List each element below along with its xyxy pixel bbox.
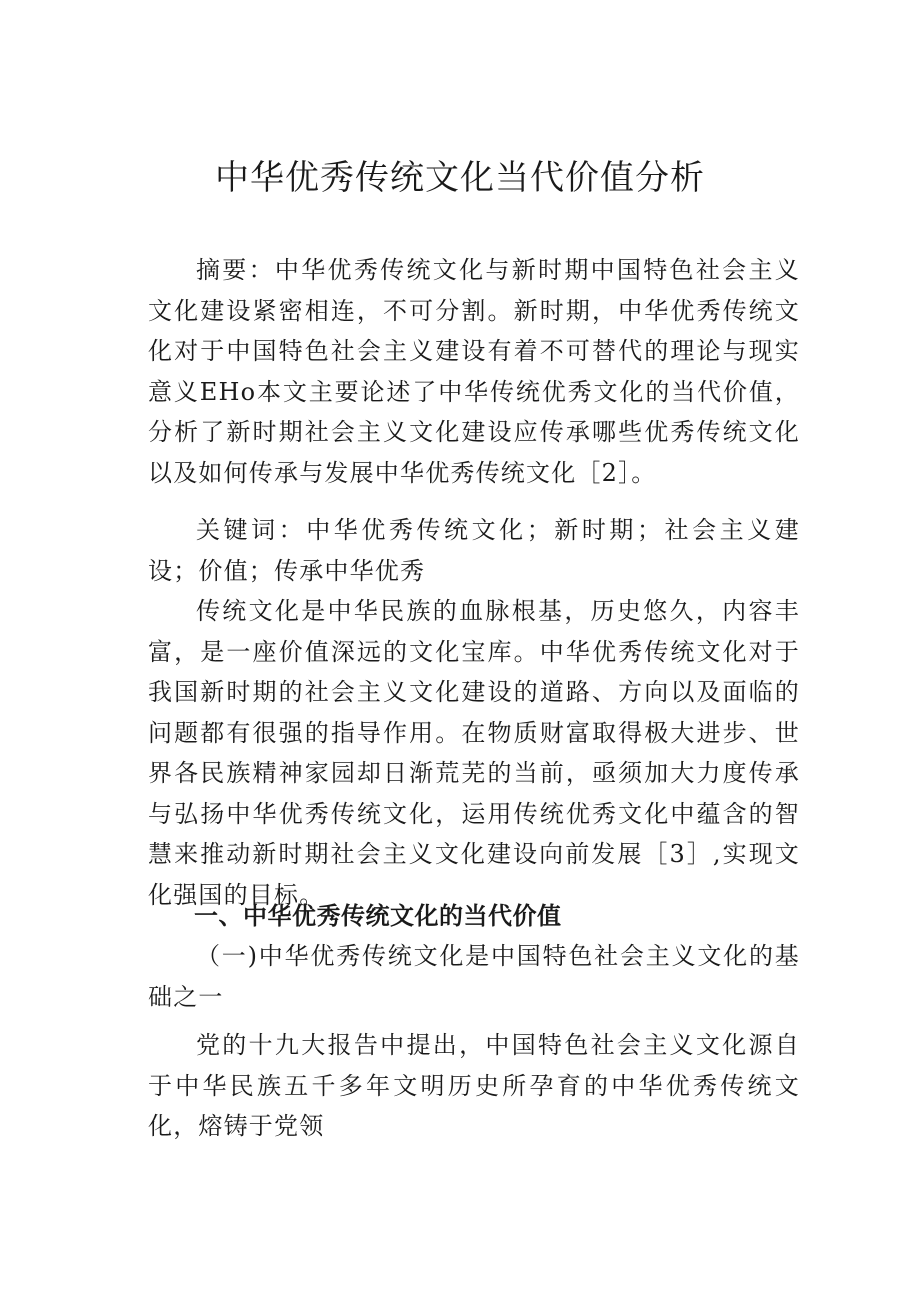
intro-paragraph: 传统文化是中华民族的血脉根基，历史悠久，内容丰富，是一座价值深远的文化宝库。中华优秀传统文化对于我国新时期的社会主义文化建设的道路、方向以及面临的问题都有很强的指导作用。在物质财富取得极大进步、世界各民族精神家园却日渐荒芜的当前，亟须加大力度传承与弘扬中华优秀传统文化，运用传统优秀文化中蕴含的智慧来推动新时期社会主义文化建设向前发展［3］,实现文化强国的目标。 — [148, 597, 800, 909]
subsection-heading: （一)中华优秀传统文化是中国特色社会主义文化的基础之一 — [148, 942, 800, 1011]
body-paragraph: 党的十九大报告中提出，中国特色社会主义文化源自于中华民族五千多年文明历史所孕育的中华优秀传统文化，熔铸于党领 — [148, 1031, 800, 1140]
abstract-paragraph: 摘要：中华优秀传统文化与新时期中国特色社会主义文化建设紧密相连，不可分割。新时期，中华优秀传统文化对于中国特色社会主义建设有着不可替代的理论与现实意义EHo本文主要论述了中华传统优秀文化的当代价值，分析了新时期社会主义文化建设应传承哪些优秀传统文化以及如何传承与发展中华优秀传统文化［2］。 — [148, 256, 800, 487]
document-title: 中华优秀传统文化当代价值分析 — [215, 158, 705, 198]
section-heading: 一、中华优秀传统文化的当代价值 — [194, 902, 562, 930]
keywords-paragraph: 关键词：中华优秀传统文化；新时期；社会主义建设；价值；传承中华优秀 — [148, 516, 800, 585]
